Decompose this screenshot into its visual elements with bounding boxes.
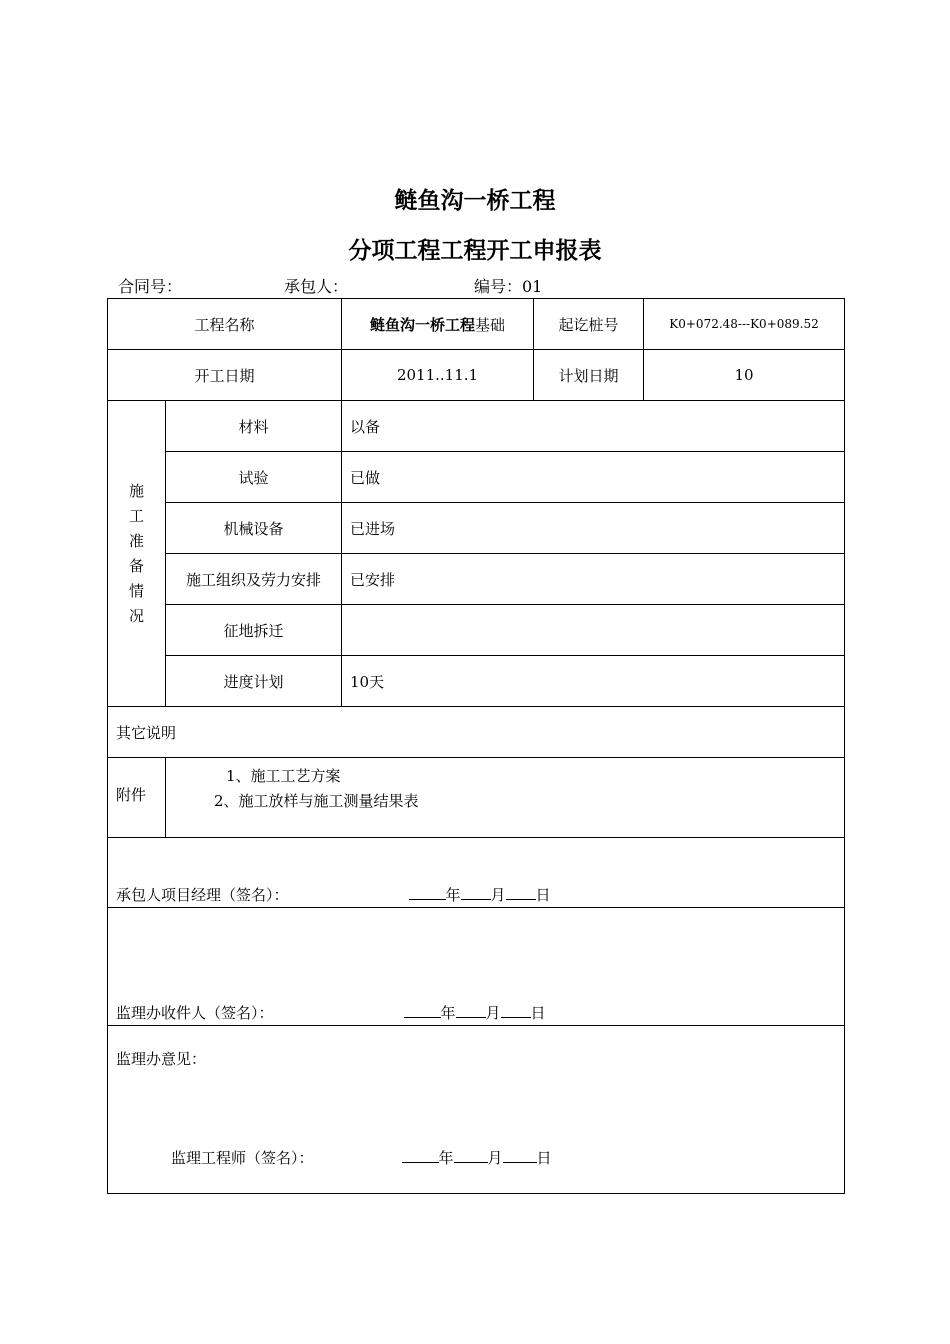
prep-label-char: 工 [128,506,144,525]
engineer-signature-line [116,1147,836,1168]
prep-row-materials [108,401,845,452]
project-name-rest: 基础 [475,315,506,334]
contractor-signature-row [108,838,845,908]
attachments-list [166,758,845,838]
other-notes-label: 其它说明 [108,707,845,758]
prep-item-label: 征地拆迁 [166,605,342,656]
start-date-label: 开工日期 [108,350,342,401]
application-form-table [107,298,845,1194]
prep-item-value: 以备 [342,401,845,452]
prep-row-schedule [108,656,845,707]
date-row [108,350,845,401]
receiver-signature-cell [108,908,845,1026]
project-name-value [342,299,534,350]
prep-label-char: 情 [128,581,144,600]
prep-row-testing [108,452,845,503]
prep-item-value: 已进场 [342,503,845,554]
prep-item-label: 材料 [166,401,342,452]
contractor-manager-signature-label: 承包人项目经理（签名）： [116,886,289,904]
project-name-row [108,299,845,350]
prep-row-land [108,605,845,656]
signature-date: 年 月 日 [409,884,551,905]
contractor-signature-cell [108,838,845,908]
signature-date: 年 月 日 [402,1147,552,1168]
supervision-opinion-label: 监理办意见： [116,1050,207,1068]
signature-date: 年 月 日 [404,1002,546,1023]
supervision-receiver-signature-label: 监理办收件人（签名）： [116,1004,274,1022]
prep-label-char: 况 [128,606,144,625]
prep-item-label: 进度计划 [166,656,342,707]
prep-section-label [108,401,166,707]
prep-item-value: 已安排 [342,554,845,605]
start-date-value: 2011..11.1 [342,350,534,401]
prep-label-char: 备 [128,556,144,575]
project-name-label: 工程名称 [108,299,342,350]
attachments-row [108,758,845,838]
prep-item-value: 10天 [342,656,845,707]
project-name-bold: 鲢鱼沟一桥工程 [370,315,476,334]
contractor-label: 承包人： [284,277,349,296]
supervision-opinion-cell [108,1026,845,1194]
prep-item-label: 机械设备 [166,503,342,554]
other-notes-row [108,707,845,758]
prep-label-char: 施 [128,481,144,500]
station-value: K0+072.48---K0+089.52 [644,299,845,350]
supervision-engineer-signature-label: 监理工程师（签名）： [171,1149,314,1167]
receiver-signature-row [108,908,845,1026]
document-subtitle: 分项工程工程开工申报表 [348,238,602,264]
document-title: 鲢鱼沟一桥工程 [394,188,556,214]
prep-item-value: 已做 [342,452,845,503]
attachment-item: 2、施工放样与施工测量结果表 [214,792,419,810]
prep-item-label: 施工组织及劳力安排 [166,554,342,605]
station-label: 起讫桩号 [534,299,644,350]
supervision-opinion-row [108,1026,845,1194]
prep-item-label: 试验 [166,452,342,503]
attachments-label: 附件 [108,758,166,838]
planned-date-value: 10 [644,350,845,401]
form-number-label: 编号：01 [474,277,543,296]
prep-row-organization [108,554,845,605]
attachment-item: 1、施工工艺方案 [226,767,341,785]
prep-label-char: 准 [128,531,144,550]
contract-number-label: 合同号： [118,277,183,296]
prep-row-equipment [108,503,845,554]
planned-date-label: 计划日期 [534,350,644,401]
prep-item-value [342,605,845,656]
